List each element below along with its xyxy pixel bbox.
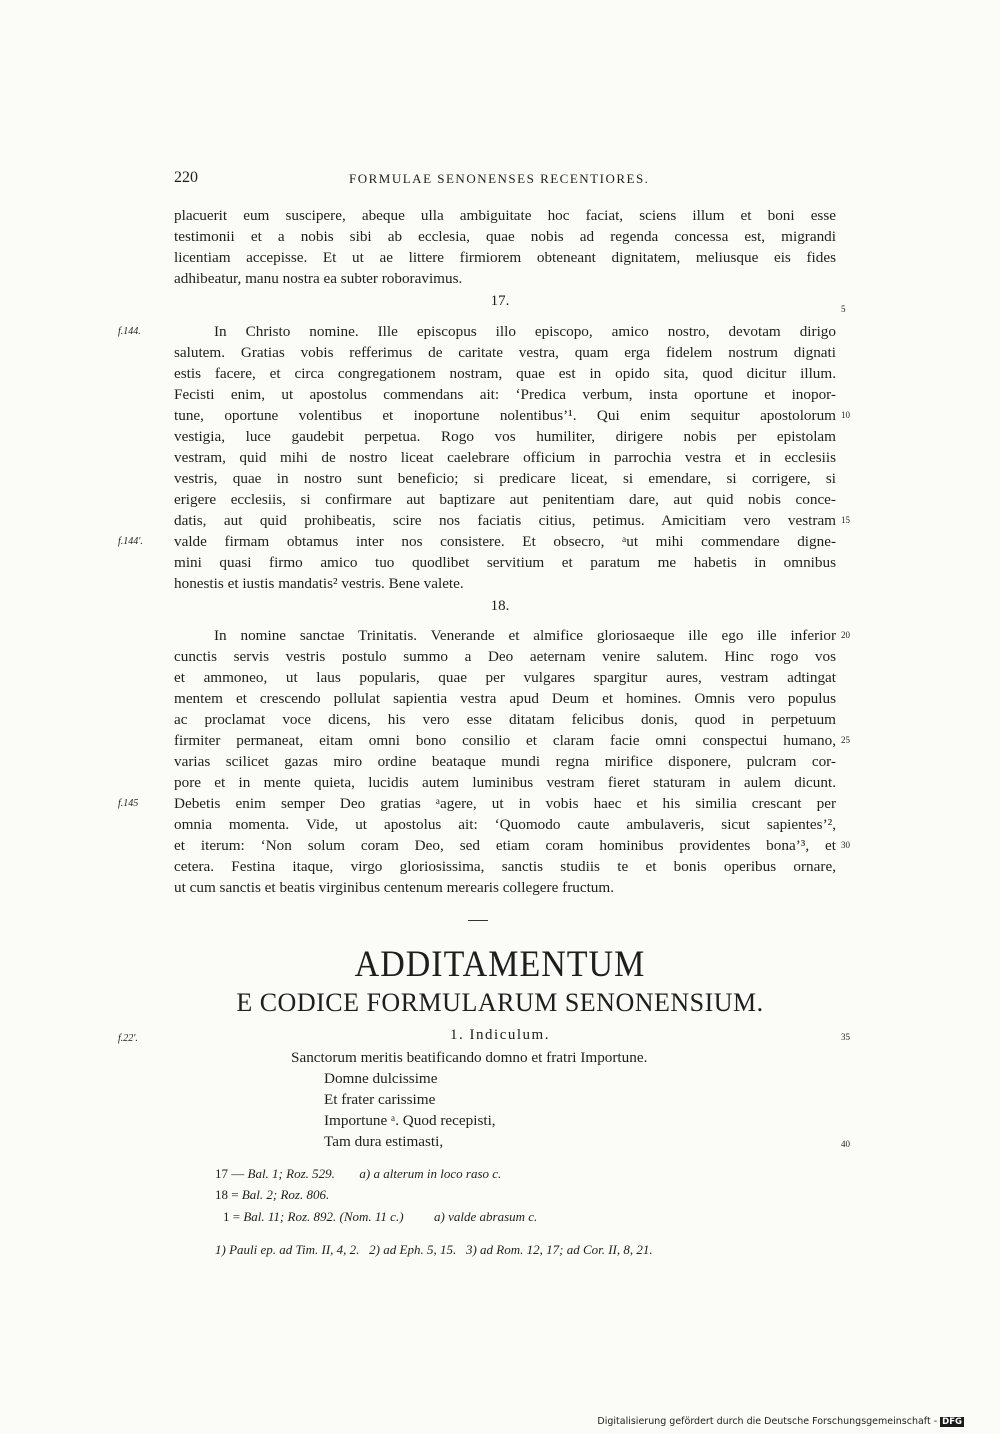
- credit-text: Digitalisierung gefördert durch die Deutsche Forschungsgemeinschaft -: [597, 1416, 938, 1427]
- text-line: valde firmam obtamus inter nos consistere. Et obsecro, ᵃut mihi commendare digne-: [174, 533, 836, 550]
- folio-ref: f.22'.: [118, 1033, 138, 1044]
- apparatus-note: a) valde abrasum c.: [434, 1209, 538, 1224]
- apparatus-sources: Bal. 2; Roz. 806.: [241, 1187, 330, 1202]
- line-number: 15: [841, 515, 850, 525]
- apparatus-ref: 1 =: [223, 1209, 241, 1224]
- text-line: adhibeatur, manu nostra ea subter roboravimus.: [174, 270, 463, 287]
- line-number: 35: [841, 1032, 850, 1042]
- apparatus-ref: 18 =: [215, 1187, 239, 1202]
- text-line: salutem. Gratias vobis refferimus de caritate vestra, quam erga fidelem nostrum dignati: [174, 344, 836, 361]
- running-title: FORMULAE SENONENSES RECENTIORES.: [349, 171, 650, 186]
- additamentum-subtitle: E CODICE FORMULARUM SENONENSIUM.: [236, 988, 764, 1017]
- text-line: datis, aut quid prohibeatis, scire nos faciatis citius, petimus. Amicitiam vero vestram: [174, 512, 836, 529]
- text-line: ut cum sanctis et beatis virginibus centenum merearis collegere fructum.: [174, 879, 615, 896]
- line-number: 25: [841, 735, 850, 745]
- line-number: 30: [841, 840, 850, 850]
- apparatus-sources: Bal. 1; Roz. 529.: [247, 1166, 335, 1181]
- text-line: ac proclamat voce dicens, his vero esse ditatam felicibus donis, quod in perpetuum: [174, 711, 836, 728]
- line-number: 10: [841, 410, 850, 420]
- apparatus-ref: 17 —: [215, 1166, 245, 1181]
- line-number: 40: [841, 1139, 850, 1149]
- text-line: varias scilicet gazas miro ordine beataque mundi regna mirifice disponere, pulcram cor-: [174, 753, 836, 770]
- text-line: pore et in mente quieta, lucidis autem luminibus vestram fieret staturam in aulem dicunt.: [174, 774, 836, 791]
- apparatus-entry: [215, 1166, 501, 1182]
- footnotes: 1) Pauli ep. ad Tim. II, 4, 2. 2) ad Eph. 5, 15. 3) ad Rom. 12, 17; ad Cor. II, 8, 21.: [215, 1242, 653, 1257]
- folio-ref: f.144'.: [118, 536, 143, 547]
- verse-line: Sanctorum meritis beatificando domno et fratri Importune.: [291, 1049, 648, 1066]
- additamentum-title: ADDITAMENTUM: [354, 944, 646, 985]
- apparatus-note: a) a alterum in loco raso c.: [359, 1166, 502, 1181]
- text-line: In nomine sanctae Trinitatis. Venerande et almifice gloriosaeque ille ego ille inferior: [214, 627, 836, 644]
- text-line: vestigia, luce gaudebit perpetua. Rogo vos humiliter, dirigere nobis per epistolam: [174, 428, 836, 445]
- verse-line: Et frater carissime: [324, 1091, 436, 1108]
- text-line: tune, oportune volentibus et inoportune nolentibus’¹. Qui enim sequitur apostolorum: [174, 407, 836, 424]
- digitization-credit: [597, 1416, 964, 1427]
- folio-ref: f.145: [118, 798, 139, 809]
- text-line: vestram, quid mihi de nostro liceat caelebrare officium in parrochia vestra et in ecclesiis: [174, 449, 836, 466]
- text-line: et iterum: ‘Non solum coram Deo, sed etiam coram hominibus providentes bona’³, et: [174, 837, 836, 854]
- text-line: mini quasi firmo amico tuo quodlibet servitium et paratum me habetis in omnibus: [174, 554, 836, 571]
- text-line: cetera. Festina itaque, virgo gloriosissima, sanctis studiis te et bonis operibus ornare,: [174, 858, 836, 875]
- verse-line: Importune ᵃ. Quod recepisti,: [324, 1112, 496, 1129]
- indiculum-heading: 1. Indiculum.: [450, 1027, 550, 1043]
- page-number: 220: [174, 169, 198, 186]
- text-line: firmiter permaneat, eitam omni bono consilio et claram facie omni conspectui humano,: [174, 732, 836, 749]
- apparatus-entry: [223, 1209, 537, 1225]
- apparatus-sources: Bal. 11; Roz. 892. (Nom. 11 c.): [243, 1209, 404, 1224]
- folio-ref: f.144.: [118, 326, 141, 337]
- text-line: placuerit eum suscipere, abeque ulla ambiguitate hoc faciat, sciens illum et boni esse: [174, 207, 836, 224]
- line-number: 5: [841, 304, 846, 314]
- text-line: vestris, quae in nostro sunt beneficio; si predicare liceat, si emendare, si corrigere, si: [174, 470, 836, 487]
- dfg-logo: DFG: [942, 1417, 962, 1427]
- text-line: mentem et crescendo pollulat sapientia vestra apud Deum et homines. Omnis vero populus: [174, 690, 836, 707]
- apparatus-entry: [215, 1187, 329, 1203]
- text-line: licentiam accepisse. Et ut ae littere firmiorem obteneant dignitatem, meliusque eis fides: [174, 249, 836, 266]
- line-number: 20: [841, 630, 850, 640]
- verse-line: Tam dura estimasti,: [324, 1133, 444, 1150]
- section-number-17: 17.: [490, 293, 510, 309]
- text-line: omnia momenta. Vide, ut apostolus ait: ‘Quomodo caute ambulaveris, sicut sapientes’²,: [174, 816, 836, 833]
- text-line: erigere ecclesiis, si confirmare aut baptizare aut penitentiam dare, aut quid nobis conce-: [174, 491, 836, 508]
- text-line: honestis et iustis mandatis² vestris. Bene valete.: [174, 575, 464, 592]
- section-number-18: 18.: [490, 598, 510, 614]
- text-line: et ammoneo, ut laus popularis, quae per vulgares spargitur aures, vestram adtingat: [174, 669, 836, 686]
- text-line: estis facere, et circa congregationem nostram, quae est in opido sita, quod dicitur illum.: [174, 365, 836, 382]
- text-line: In Christo nomine. Ille episcopus illo episcopo, amico nostro, devotam dirigo: [214, 323, 836, 340]
- text-line: testimonii et a nobis sibi ab ecclesia, quae nobis ad regenda concessa est, migrandi: [174, 228, 836, 245]
- separator-rule: [468, 920, 488, 921]
- text-line: Fecisti enim, ut apostolus commendans ait: ‘Predica verbum, insta oportune et inopor-: [174, 386, 836, 403]
- verse-line: Domne dulcissime: [324, 1070, 438, 1087]
- text-line: cunctis servis vestris postulo summo a Deo aeternam venire salutem. Hinc rogo vos: [174, 648, 836, 665]
- text-line: Debetis enim semper Deo gratias ᵃagere, ut in vobis haec et his similia crescant per: [174, 795, 836, 812]
